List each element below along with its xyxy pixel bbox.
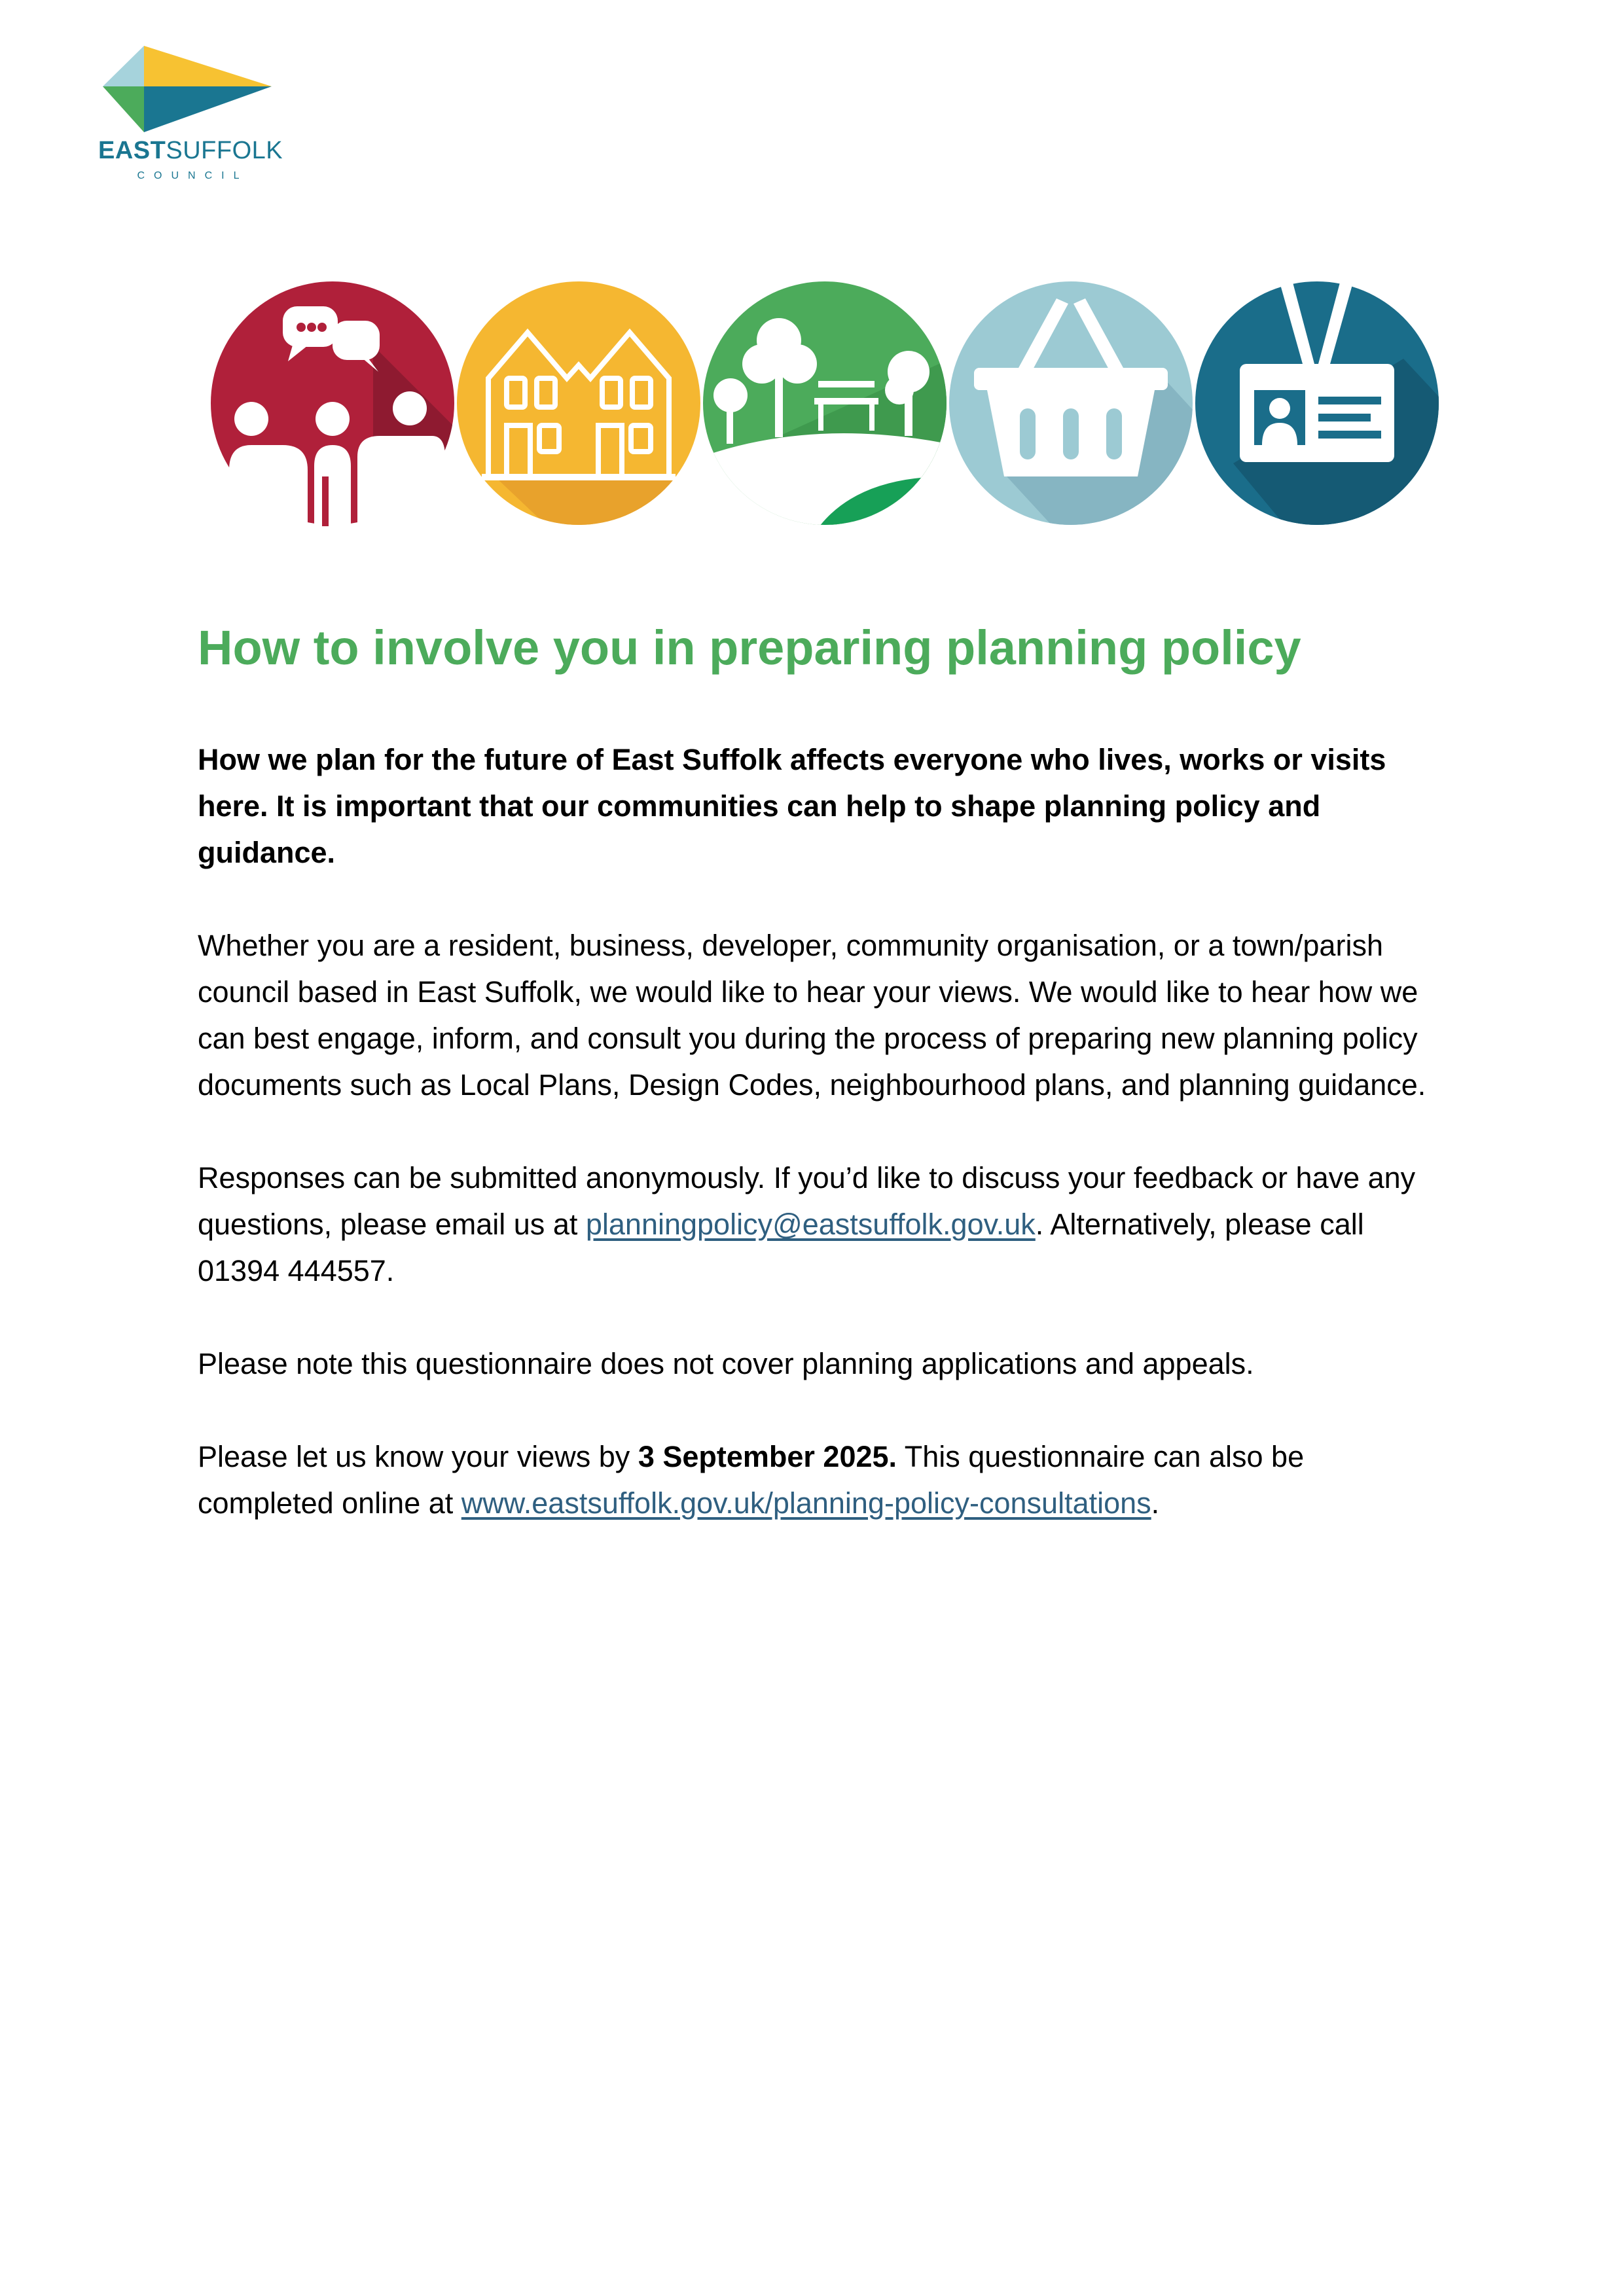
views-paragraph: Whether you are a resident, business, developer, community organisation, or a town/parish council based in East Suffolk, we would like to hear your views. We would like to hear how we can best engage, inform, and consult you during the process of preparing new planning policy documents such as Local Plans, Design Codes, neighbourhood plans, and planning guidance. xyxy=(198,929,1426,1102)
responses-paragraph: Responses can be submitted anonymously. If you’d like to discuss your feedback or have any questions, please email us at planningpolicy@eastsuffolk.gov.uk. Alternatively, please call 01394 444557. xyxy=(198,1161,1416,1287)
park-trees-bench-icon xyxy=(702,280,948,526)
page-title: How to involve you in preparing planning policy xyxy=(198,620,1301,675)
deadline-paragraph: Please let us know your views by 3 September 2025. This questionnaire can also be completed online at www.eastsuffolk.gov.uk/planning-policy-consultations. xyxy=(198,1440,1305,1520)
community-conversation-icon xyxy=(209,280,456,526)
shopping-basket-icon xyxy=(948,280,1194,526)
east-suffolk-logo xyxy=(98,46,281,190)
logo-wordmark: EASTSUFFOLK xyxy=(98,137,283,164)
document-body xyxy=(198,736,1441,1573)
email-link[interactable]: planningpolicy@eastsuffolk.gov.uk xyxy=(585,1208,1036,1241)
intro-paragraph: How we plan for the future of East Suffolk affects everyone who lives, works or visits here. It is important that our communities can help to shape planning policy and guidance. xyxy=(198,743,1386,869)
housing-icon xyxy=(456,280,702,526)
consultation-website-link[interactable]: www.eastsuffolk.gov.uk/planning-policy-consultations xyxy=(461,1486,1151,1520)
scope-note-paragraph: Please note this questionnaire does not cover planning applications and appeals. xyxy=(198,1347,1254,1380)
logo-subtitle: COUNCIL xyxy=(137,170,249,181)
deadline-date: 3 September 2025. xyxy=(638,1440,897,1473)
employee-id-badge-icon xyxy=(1194,280,1440,526)
logo-mark-icon xyxy=(101,46,272,137)
theme-icon-row xyxy=(209,280,1440,529)
